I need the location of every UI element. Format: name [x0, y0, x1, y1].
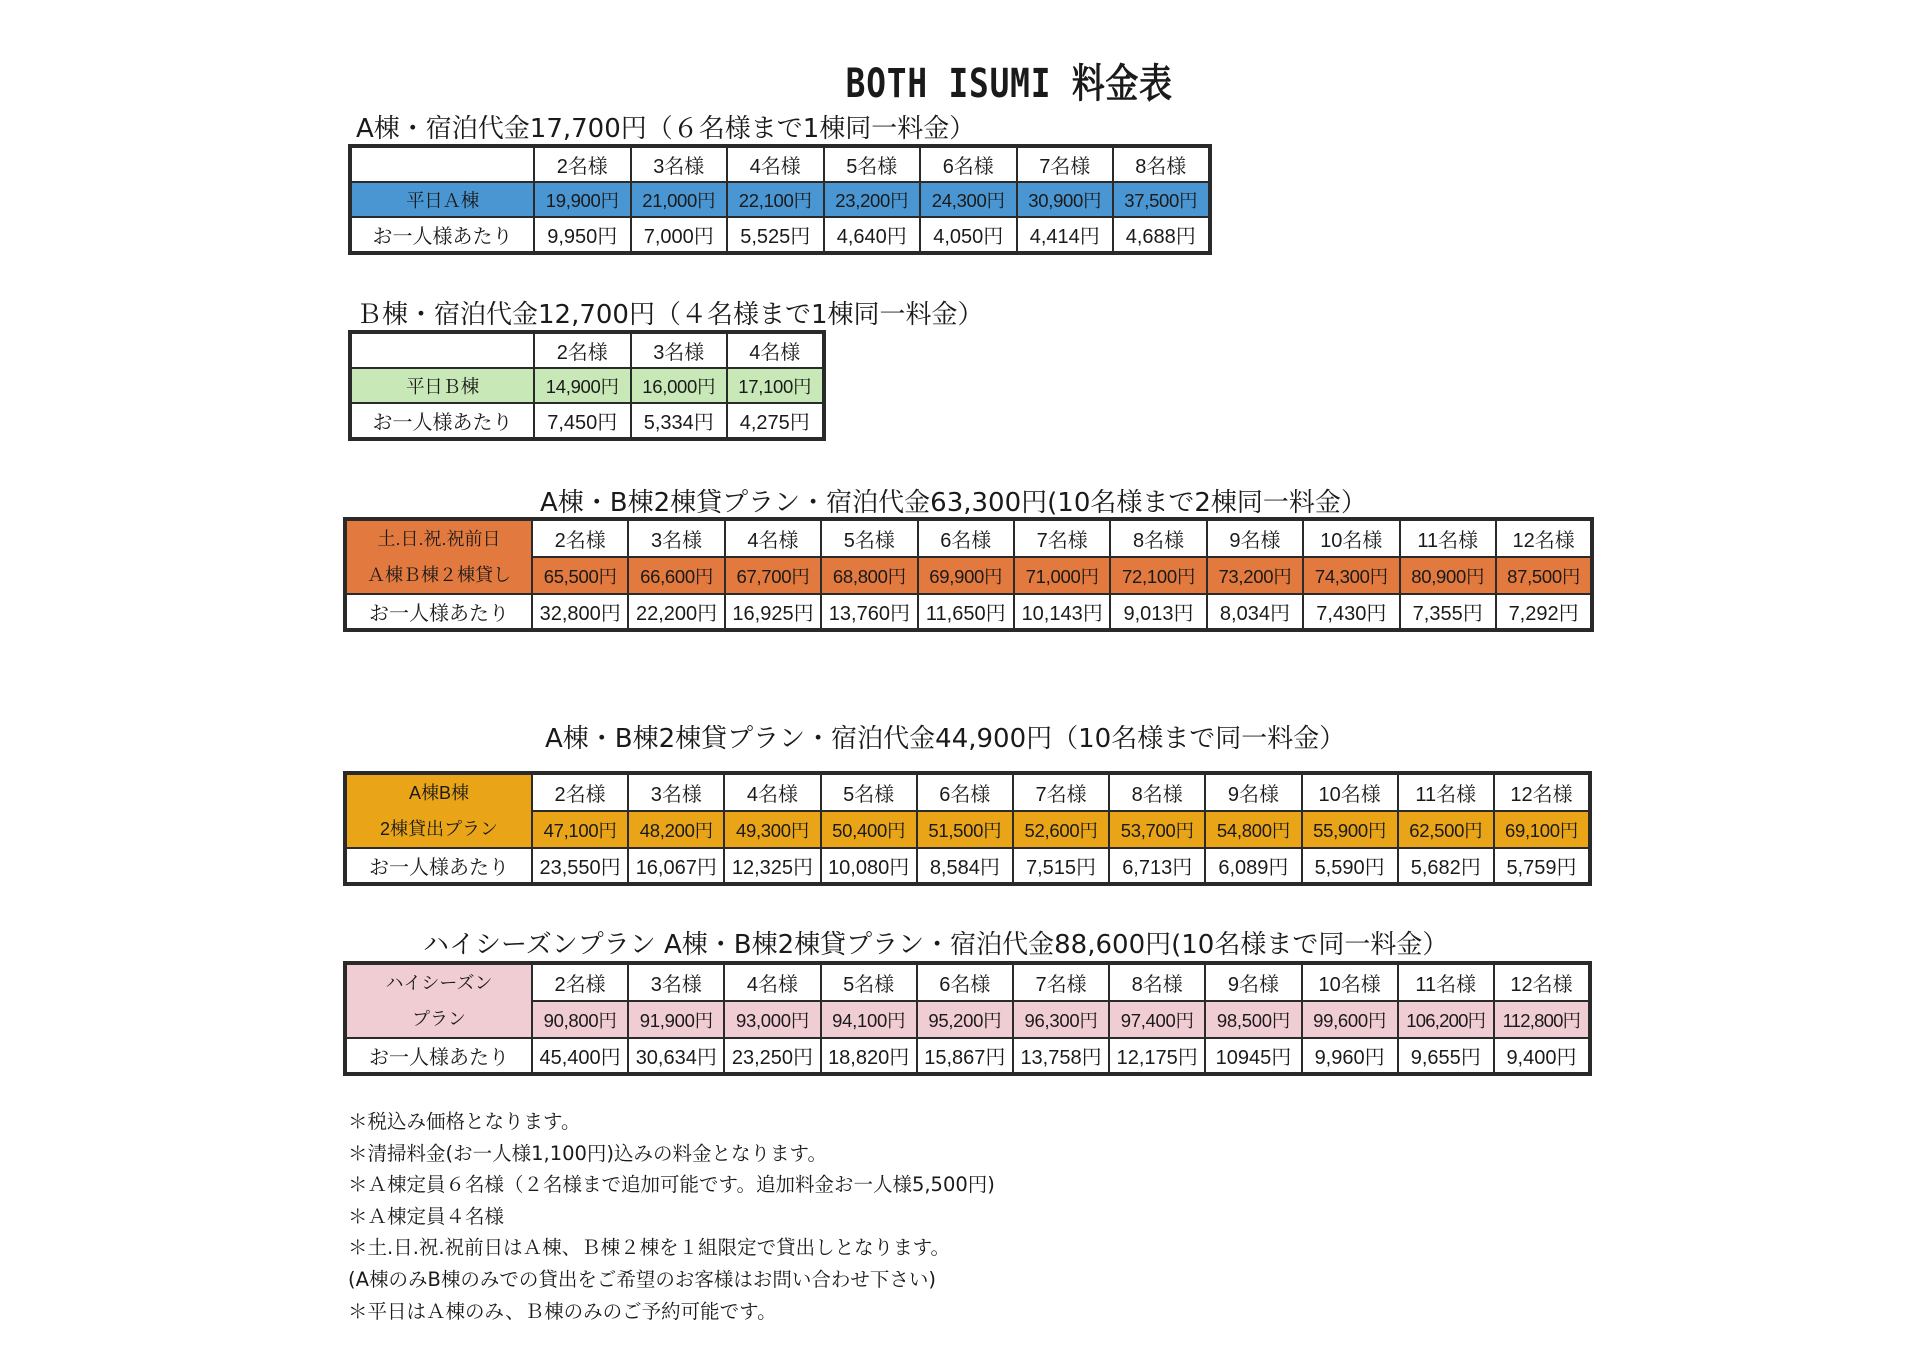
row-label: お一人様あたり — [345, 594, 532, 630]
price-cell: 24,300円 — [920, 182, 1017, 217]
header-cell: 2名様 — [532, 519, 628, 557]
header-cell: 4名様 — [724, 963, 820, 1001]
note-item: ＊清掃料金(お一人様1,100円)込みの料金となります。 — [348, 1141, 827, 1165]
price-cell: 23,200円 — [824, 182, 921, 217]
per-person-cell: 8,034円 — [1207, 594, 1303, 630]
row-label: お一人様あたり — [345, 1038, 532, 1074]
header-cell: 5名様 — [821, 963, 917, 1001]
header-cell: 4名様 — [725, 519, 821, 557]
stub-line-2: Ａ棟Ｂ棟２棟貸し — [367, 565, 511, 585]
header-cell: 2名様 — [532, 773, 628, 811]
per-person-row — [350, 403, 824, 439]
price-row — [345, 1001, 1590, 1038]
per-person-cell: 13,760円 — [821, 594, 917, 630]
per-person-cell: 16,067円 — [628, 848, 724, 884]
price-cell: 55,900円 — [1302, 811, 1398, 848]
note-item: (A棟のみB棟のみでの貸出をご希望のお客様はお問い合わせ下さい) — [348, 1267, 936, 1291]
per-person-cell: 10945円 — [1205, 1038, 1301, 1074]
price-cell: 91,900円 — [628, 1001, 724, 1038]
per-person-cell: 7,000円 — [631, 217, 728, 253]
price-cell: 53,700円 — [1109, 811, 1205, 848]
header-row — [345, 773, 1590, 811]
price-cell: 94,100円 — [821, 1001, 917, 1038]
note-item: ＊平日はＡ棟のみ、Ｂ棟のみのご予約可能です。 — [348, 1299, 777, 1323]
stub-line-1: A棟B棟 — [408, 783, 469, 803]
price-cell: 106,200円 — [1398, 1001, 1494, 1038]
stub-line-2: 2棟貸出プラン — [379, 819, 498, 839]
price-cell: 62,500円 — [1398, 811, 1494, 848]
price-row — [350, 182, 1210, 217]
header-cell: 5名様 — [821, 773, 917, 811]
corner-cell — [350, 332, 534, 368]
row-label — [345, 773, 532, 848]
header-cell: 11名様 — [1398, 963, 1494, 1001]
header-cell: 3名様 — [631, 146, 728, 182]
price-cell: 54,800円 — [1205, 811, 1301, 848]
price-cell: 87,500円 — [1496, 557, 1592, 594]
price-cell: 52,600円 — [1013, 811, 1109, 848]
per-person-cell: 7,292円 — [1496, 594, 1592, 630]
header-row — [350, 332, 824, 368]
per-person-cell: 11,650円 — [918, 594, 1014, 630]
price-cell: 50,400円 — [821, 811, 917, 848]
per-person-row — [345, 594, 1592, 630]
header-cell: 4名様 — [724, 773, 820, 811]
price-cell: 95,200円 — [917, 1001, 1013, 1038]
header-cell: 5名様 — [824, 146, 921, 182]
rate-table-b — [348, 330, 826, 441]
price-cell: 51,500円 — [917, 811, 1013, 848]
header-cell: 12名様 — [1496, 519, 1592, 557]
per-person-cell: 5,590円 — [1302, 848, 1398, 884]
note-item: ＊税込み価格となります。 — [348, 1110, 581, 1133]
header-cell: 6名様 — [917, 963, 1013, 1001]
header-cell: 9名様 — [1205, 963, 1301, 1001]
price-cell: 22,100円 — [727, 182, 824, 217]
header-cell: 8名様 — [1109, 963, 1205, 1001]
price-cell: 47,100円 — [532, 811, 628, 848]
header-cell: 4名様 — [727, 332, 824, 368]
note-item: ＊Ａ棟定員４名様 — [348, 1204, 505, 1228]
header-cell: 11名様 — [1398, 773, 1494, 811]
section-heading-ab-plan: A棟・B棟2棟貸プラン・宿泊代金44,900円（10名様まで同一料金） — [545, 724, 1346, 754]
price-cell: 37,500円 — [1113, 182, 1210, 217]
per-person-cell: 16,925円 — [725, 594, 821, 630]
per-person-cell: 4,050円 — [920, 217, 1017, 253]
price-cell: 99,600円 — [1302, 1001, 1398, 1038]
header-cell: 7名様 — [1013, 773, 1109, 811]
price-cell: 14,900円 — [534, 368, 631, 403]
per-person-cell: 10,080円 — [821, 848, 917, 884]
header-row — [350, 146, 1210, 182]
per-person-cell: 9,960円 — [1302, 1038, 1398, 1074]
header-cell: 3名様 — [628, 773, 724, 811]
header-cell: 2名様 — [534, 146, 631, 182]
price-cell: 73,200円 — [1207, 557, 1303, 594]
per-person-cell: 5,682円 — [1398, 848, 1494, 884]
price-cell: 72,100円 — [1110, 557, 1206, 594]
price-cell: 93,000円 — [724, 1001, 820, 1038]
section-heading-ab-weekend: A棟・B棟2棟貸プラン・宿泊代金63,300円(10名様まで2棟同一料金） — [540, 488, 1367, 518]
per-person-cell: 23,250円 — [724, 1038, 820, 1074]
per-person-cell: 7,355円 — [1400, 594, 1496, 630]
price-cell: 74,300円 — [1303, 557, 1399, 594]
price-cell: 90,800円 — [532, 1001, 628, 1038]
per-person-cell: 4,275円 — [727, 403, 824, 439]
per-person-cell: 22,200円 — [628, 594, 724, 630]
price-cell: 68,800円 — [821, 557, 917, 594]
price-cell: 98,500円 — [1205, 1001, 1301, 1038]
per-person-cell: 7,430円 — [1303, 594, 1399, 630]
per-person-cell: 12,325円 — [724, 848, 820, 884]
price-cell: 66,600円 — [628, 557, 724, 594]
price-cell: 21,000円 — [631, 182, 728, 217]
per-person-cell: 5,334円 — [631, 403, 728, 439]
stub-line-2: プラン — [412, 1009, 466, 1029]
note-item: ＊Ａ棟定員６名様（２名様まで追加可能です。追加料金お一人様5,500円) — [348, 1173, 995, 1197]
header-cell: 12名様 — [1494, 963, 1590, 1001]
per-person-cell: 18,820円 — [821, 1038, 917, 1074]
price-cell: 67,700円 — [725, 557, 821, 594]
price-cell: 16,000円 — [631, 368, 728, 403]
section-heading-high-season: ハイシーズンプラン A棟・B棟2棟貸プラン・宿泊代金88,600円(10名様まで同一料金） — [423, 930, 1449, 960]
per-person-cell: 12,175円 — [1109, 1038, 1205, 1074]
row-label: お一人様あたり — [350, 217, 534, 253]
price-cell: 71,000円 — [1014, 557, 1110, 594]
per-person-cell: 10,143円 — [1014, 594, 1110, 630]
price-row — [345, 557, 1592, 594]
header-cell: 7名様 — [1013, 963, 1109, 1001]
per-person-cell: 8,584円 — [917, 848, 1013, 884]
row-label — [345, 963, 532, 1038]
header-cell: 4名様 — [727, 146, 824, 182]
per-person-cell: 13,758円 — [1013, 1038, 1109, 1074]
notes-list — [348, 1106, 995, 1327]
price-cell: 97,400円 — [1109, 1001, 1205, 1038]
price-cell: 49,300円 — [724, 811, 820, 848]
header-cell: 8名様 — [1113, 146, 1210, 182]
header-cell: 6名様 — [920, 146, 1017, 182]
stub-line-1: ハイシーズン — [385, 973, 493, 993]
price-row — [345, 811, 1590, 848]
corner-cell — [350, 146, 534, 182]
header-cell: 3名様 — [628, 963, 724, 1001]
header-cell: 8名様 — [1110, 519, 1206, 557]
header-row — [345, 519, 1592, 557]
price-cell: 65,500円 — [532, 557, 628, 594]
rate-table-ab-weekend — [343, 517, 1594, 632]
per-person-cell: 32,800円 — [532, 594, 628, 630]
per-person-cell: 15,867円 — [917, 1038, 1013, 1074]
header-cell: 5名様 — [821, 519, 917, 557]
per-person-cell: 9,950円 — [534, 217, 631, 253]
rate-table-high-season — [343, 961, 1592, 1076]
per-person-cell: 4,688円 — [1113, 217, 1210, 253]
price-cell: 80,900円 — [1400, 557, 1496, 594]
per-person-cell: 7,450円 — [534, 403, 631, 439]
header-row — [345, 963, 1590, 1001]
section-heading-b: Ｂ棟・宿泊代金12,700円（４名様まで1棟同一料金） — [356, 300, 984, 330]
header-cell: 3名様 — [628, 519, 724, 557]
row-label: お一人様あたり — [350, 403, 534, 439]
stub-line-1: 土.日.祝.祝前日 — [377, 529, 501, 549]
section-heading-a: A棟・宿泊代金17,700円（６名様まで1棟同一料金） — [356, 114, 976, 144]
per-person-cell: 5,525円 — [727, 217, 824, 253]
header-cell: 6名様 — [917, 773, 1013, 811]
price-cell: 112,800円 — [1494, 1001, 1590, 1038]
per-person-cell: 4,640円 — [824, 217, 921, 253]
price-cell: 69,900円 — [918, 557, 1014, 594]
header-cell: 10名様 — [1302, 773, 1398, 811]
per-person-cell: 30,634円 — [628, 1038, 724, 1074]
row-label: 平日Ｂ棟 — [350, 368, 534, 403]
row-label: お一人様あたり — [345, 848, 532, 884]
per-person-cell: 7,515円 — [1013, 848, 1109, 884]
note-item: ＊土.日.祝.祝前日はＡ棟、Ｂ棟２棟を１組限定で貸出しとなります。 — [348, 1236, 951, 1260]
header-cell: 8名様 — [1109, 773, 1205, 811]
per-person-cell: 6,713円 — [1109, 848, 1205, 884]
header-cell: 7名様 — [1017, 146, 1114, 182]
per-person-cell: 6,089円 — [1205, 848, 1301, 884]
row-label: 平日Ａ棟 — [350, 182, 534, 217]
per-person-cell: 5,759円 — [1494, 848, 1590, 884]
per-person-cell: 9,013円 — [1110, 594, 1206, 630]
price-cell: 69,100円 — [1494, 811, 1590, 848]
header-cell: 10名様 — [1303, 519, 1399, 557]
rate-table-ab-plan — [343, 771, 1592, 886]
page-title: BOTH ISUMI 料金表 — [845, 61, 1173, 107]
rate-table-a — [348, 144, 1212, 255]
header-cell: 11名様 — [1400, 519, 1496, 557]
per-person-row — [345, 848, 1590, 884]
header-cell: 10名様 — [1302, 963, 1398, 1001]
price-cell: 30,900円 — [1017, 182, 1114, 217]
per-person-cell: 9,655円 — [1398, 1038, 1494, 1074]
per-person-cell: 23,550円 — [532, 848, 628, 884]
price-cell: 19,900円 — [534, 182, 631, 217]
header-cell: 9名様 — [1207, 519, 1303, 557]
per-person-row — [345, 1038, 1590, 1074]
header-cell: 2名様 — [534, 332, 631, 368]
price-cell: 17,100円 — [727, 368, 824, 403]
per-person-row — [350, 217, 1210, 253]
per-person-cell: 4,414円 — [1017, 217, 1114, 253]
header-cell: 2名様 — [532, 963, 628, 1001]
header-cell: 9名様 — [1205, 773, 1301, 811]
per-person-cell: 45,400円 — [532, 1038, 628, 1074]
per-person-cell: 9,400円 — [1494, 1038, 1590, 1074]
row-label — [345, 519, 532, 594]
header-cell: 3名様 — [631, 332, 728, 368]
header-cell: 6名様 — [918, 519, 1014, 557]
header-cell: 12名様 — [1494, 773, 1590, 811]
price-cell: 96,300円 — [1013, 1001, 1109, 1038]
header-cell: 7名様 — [1014, 519, 1110, 557]
price-row — [350, 368, 824, 403]
price-cell: 48,200円 — [628, 811, 724, 848]
